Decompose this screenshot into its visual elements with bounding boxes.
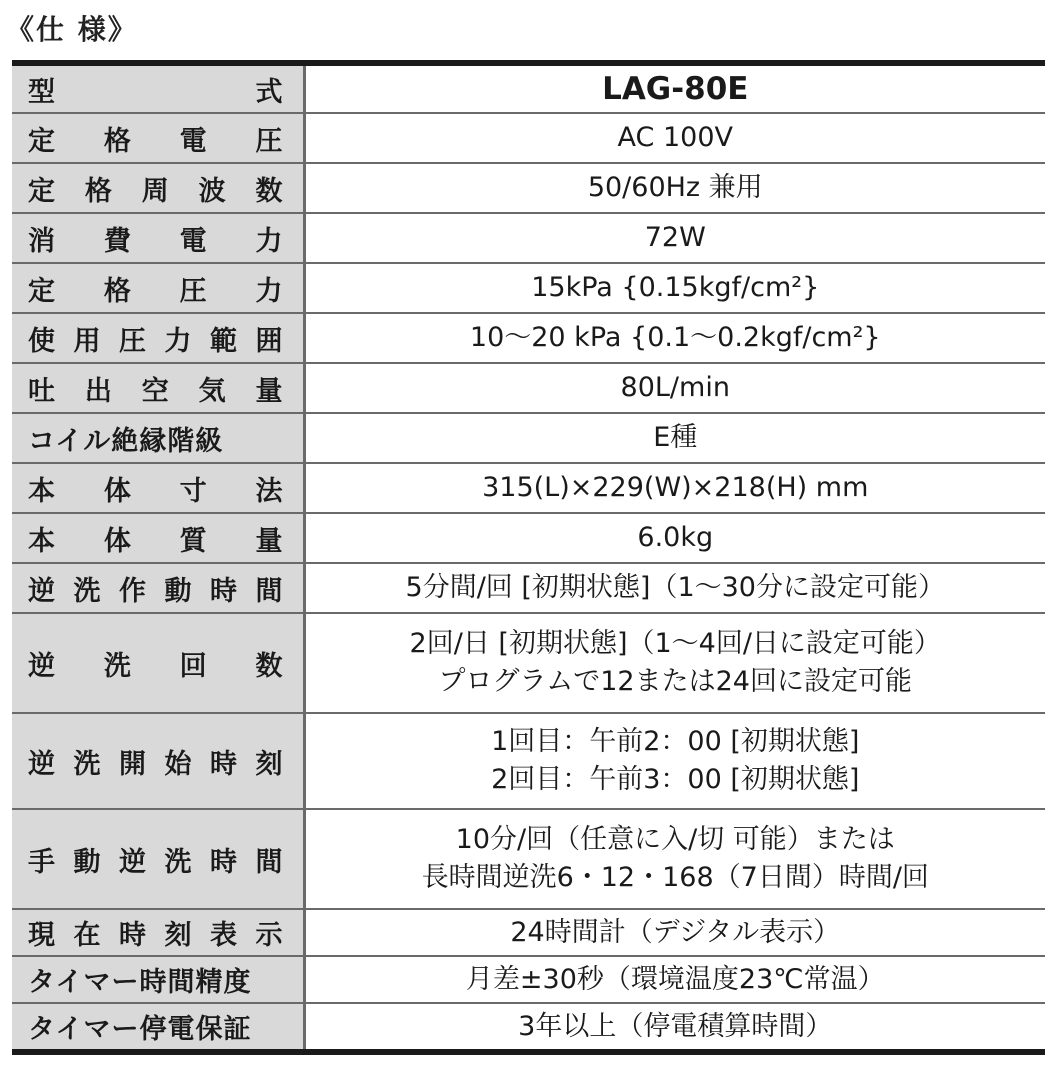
- spec-heading: 《仕 様》: [6, 13, 138, 46]
- spec-row: [12, 613, 1045, 713]
- spec-label-char: 力: [255, 225, 283, 257]
- spec-label-char: 費: [103, 225, 131, 257]
- spec-label-char: 定: [28, 275, 55, 307]
- spec-label-char: 囲: [255, 325, 283, 357]
- spec-row: [12, 1003, 1045, 1052]
- spec-label: [12, 713, 304, 809]
- spec-value: [304, 213, 1045, 263]
- spec-label-char: 刻: [164, 920, 192, 951]
- spec-label-char: 洗: [103, 650, 131, 682]
- spec-label-char: 空: [141, 375, 169, 407]
- spec-value: [304, 956, 1045, 1003]
- spec-row: [12, 213, 1045, 263]
- spec-label-char: 本: [28, 475, 55, 507]
- spec-label: [12, 363, 304, 413]
- spec-label-char: 定: [28, 125, 55, 157]
- spec-label-char: 時: [210, 846, 237, 878]
- spec-table: [12, 60, 1045, 1055]
- spec-value-line: 1回目：午前2：00 [初期状態]: [491, 726, 860, 757]
- spec-label-char: 用: [73, 325, 101, 357]
- spec-label-char: 圧: [255, 125, 283, 157]
- spec-value-line: AC 100V: [617, 122, 733, 153]
- spec-label-char: 手: [28, 846, 55, 878]
- spec-label-text: タイマー時間精度: [28, 967, 252, 998]
- spec-row: [12, 113, 1045, 163]
- spec-label: [12, 909, 304, 956]
- spec-label-char: 消: [28, 225, 55, 257]
- spec-label: [12, 809, 304, 909]
- spec-label-char: 逆: [28, 575, 55, 607]
- spec-label-char: 開: [119, 748, 146, 780]
- spec-label-char: 出: [84, 375, 112, 407]
- spec-label-char: 型: [28, 76, 55, 108]
- spec-row: [12, 163, 1045, 213]
- spec-value: [304, 909, 1045, 956]
- spec-label-char: 格: [84, 175, 112, 207]
- spec-label-char: 電: [179, 225, 207, 257]
- spec-value-line: プログラムで12または24回に設定可能: [438, 666, 912, 697]
- spec-value: [304, 263, 1045, 313]
- spec-label-char: 使: [28, 325, 55, 357]
- spec-label-char: 洗: [73, 748, 101, 780]
- spec-label-text: コイル絶縁階級: [28, 425, 224, 457]
- spec-label-char: 始: [164, 748, 192, 780]
- spec-value-line: 315(L)×229(W)×218(H) mm: [482, 472, 869, 503]
- spec-value: [304, 413, 1045, 463]
- spec-row: [12, 713, 1045, 809]
- spec-value: [304, 809, 1045, 909]
- spec-value-line: 50/60Hz 兼用: [587, 172, 763, 203]
- spec-label-char: 逆: [28, 748, 55, 780]
- spec-value-line: 72W: [644, 222, 706, 253]
- spec-label-text: [28, 519, 283, 558]
- spec-label: [12, 163, 304, 213]
- spec-value: [304, 113, 1045, 163]
- spec-row: [12, 363, 1045, 413]
- spec-label-char: 数: [255, 175, 283, 207]
- spec-value-line: 5分間/回 [初期状態]（1〜30分に設定可能）: [405, 572, 945, 603]
- spec-label-char: 間: [255, 846, 283, 878]
- spec-value-line: 80L/min: [620, 372, 730, 403]
- spec-value-line: 2回/日 [初期状態]（1〜4回/日に設定可能）: [409, 628, 941, 659]
- spec-label-char: 表: [210, 920, 237, 951]
- spec-row: [12, 63, 1045, 113]
- spec-label-char: 格: [103, 275, 131, 307]
- spec-value: [304, 63, 1045, 113]
- spec-row: [12, 463, 1045, 513]
- spec-label-char: 圧: [179, 275, 207, 307]
- spec-value-line: 月差±30秒（環境温度23℃常温）: [465, 963, 885, 995]
- spec-label: [12, 956, 304, 1003]
- spec-value-line: LAG-80E: [602, 71, 749, 107]
- spec-label-char: 質: [179, 525, 207, 557]
- spec-value: [304, 563, 1045, 613]
- spec-label-char: 量: [255, 375, 283, 407]
- spec-label-text: [28, 742, 283, 781]
- spec-label-char: 範: [210, 325, 237, 357]
- spec-row: [12, 909, 1045, 956]
- spec-label-char: 逆: [28, 650, 55, 682]
- spec-value: [304, 1003, 1045, 1052]
- spec-label-char: 在: [73, 920, 101, 951]
- spec-label-char: 作: [119, 575, 146, 607]
- spec-label-char: 時: [210, 748, 237, 780]
- spec-label: [12, 563, 304, 613]
- spec-value-line: 長時間逆洗6・12・168（7日間）時間/回: [421, 862, 929, 893]
- spec-label: [12, 1003, 304, 1052]
- spec-label-char: 逆: [119, 846, 146, 878]
- spec-label: [12, 513, 304, 563]
- spec-label-char: 格: [103, 125, 131, 157]
- spec-label: [12, 263, 304, 313]
- spec-label-char: 動: [164, 575, 192, 607]
- spec-table-body: [12, 63, 1045, 1052]
- spec-label-char: 間: [255, 575, 283, 607]
- spec-label-text: タイマー停電保証: [28, 1014, 252, 1045]
- spec-row: [12, 313, 1045, 363]
- spec-label-char: 量: [255, 525, 283, 557]
- spec-value-line: 3年以上（停電積算時間）: [518, 1010, 833, 1042]
- spec-value-line: E種: [653, 422, 698, 453]
- spec-label-char: 力: [255, 275, 283, 307]
- spec-label-char: 洗: [73, 575, 101, 607]
- spec-label: [12, 113, 304, 163]
- spec-label-char: 数: [255, 650, 283, 682]
- spec-label-text: [28, 644, 283, 683]
- spec-label-char: 時: [210, 575, 237, 607]
- spec-value: [304, 313, 1045, 363]
- spec-row: [12, 956, 1045, 1003]
- spec-row: [12, 263, 1045, 313]
- spec-label-char: 圧: [119, 325, 146, 357]
- spec-label: [12, 63, 304, 113]
- spec-label-char: 回: [179, 650, 207, 682]
- spec-label: [12, 213, 304, 263]
- spec-label-char: 時: [119, 920, 146, 951]
- spec-value-line: 6.0kg: [637, 522, 714, 553]
- spec-value: [304, 613, 1045, 713]
- spec-label-char: 気: [198, 375, 226, 407]
- spec-label-char: 波: [198, 175, 226, 207]
- spec-row: [12, 809, 1045, 909]
- spec-label-text: [28, 119, 283, 158]
- spec-label-char: 洗: [164, 846, 192, 878]
- spec-label-char: 電: [179, 125, 207, 157]
- spec-label-text: [28, 569, 283, 608]
- spec-label-char: 法: [255, 475, 283, 507]
- spec-label-text: [28, 840, 283, 879]
- spec-label-text: [28, 913, 283, 952]
- spec-label-char: 本: [28, 525, 55, 557]
- spec-value-line: 24時間計（デジタル表示）: [510, 916, 841, 948]
- spec-label-text: [28, 169, 283, 208]
- spec-value: [304, 363, 1045, 413]
- spec-value-line: 10分/回（任意に入/切 可能）または: [455, 824, 895, 855]
- spec-label-char: 定: [28, 175, 55, 207]
- spec-label-char: 体: [103, 475, 131, 507]
- spec-label-char: 力: [164, 325, 192, 357]
- spec-label-text: [28, 70, 283, 109]
- spec-label: [12, 613, 304, 713]
- spec-label: [12, 313, 304, 363]
- spec-row: [12, 413, 1045, 463]
- spec-label-text: [28, 319, 283, 358]
- spec-label-char: 動: [73, 846, 101, 878]
- spec-label-char: 現: [28, 920, 55, 951]
- spec-label-char: 式: [255, 76, 283, 108]
- spec-label-char: 刻: [255, 748, 283, 780]
- spec-label-text: [28, 219, 283, 258]
- spec-label-text: [28, 269, 283, 308]
- spec-label-char: 寸: [179, 475, 207, 507]
- spec-row: [12, 513, 1045, 563]
- spec-label-char: 周: [141, 175, 169, 207]
- spec-label-char: 示: [255, 920, 283, 951]
- spec-value: [304, 513, 1045, 563]
- spec-value: [304, 163, 1045, 213]
- spec-row: [12, 563, 1045, 613]
- spec-label-text: [28, 369, 283, 408]
- spec-value: [304, 463, 1045, 513]
- spec-value-line: 15kPa {0.15kgf/cm²}: [531, 272, 820, 303]
- spec-value: [304, 713, 1045, 809]
- spec-label: [12, 463, 304, 513]
- spec-label-text: [28, 469, 283, 508]
- spec-label: [12, 413, 304, 463]
- spec-label-char: 吐: [28, 375, 55, 407]
- spec-value-line: 10〜20 kPa {0.1〜0.2kgf/cm²}: [469, 322, 881, 353]
- spec-value-line: 2回目：午前3：00 [初期状態]: [491, 764, 860, 795]
- spec-label-char: 体: [103, 525, 131, 557]
